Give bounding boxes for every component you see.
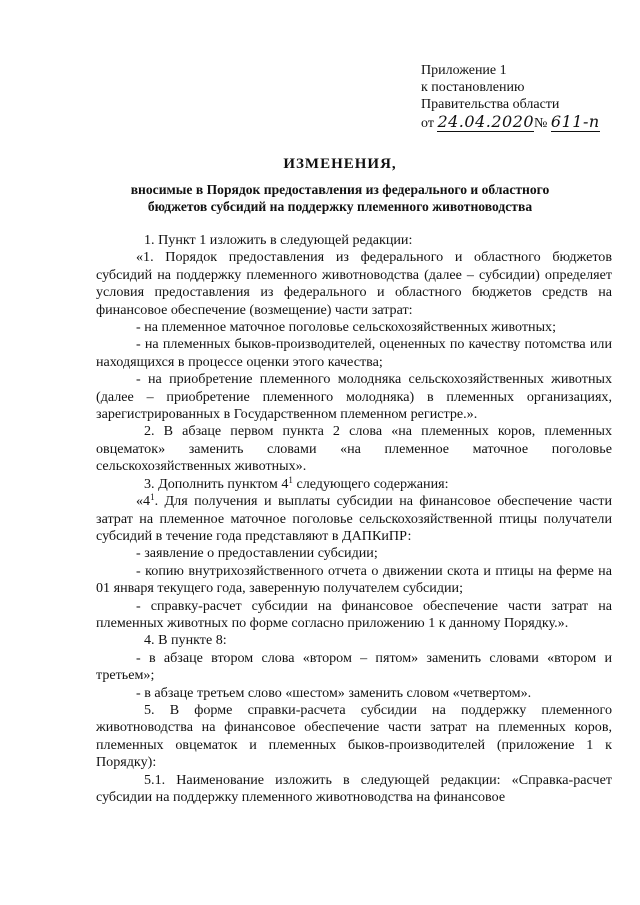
body-paragraph: 2. В абзаце первом пункта 2 слова «на племенных коров, племенных овцематок» заменить словами «на племенное маточное поголовье сельскохозяйственных животных». bbox=[96, 423, 612, 475]
body-paragraph: - на племенное маточное поголовье сельскохозяйственных животных; bbox=[136, 319, 557, 336]
body-paragraph: - на приобретение племенного молодняка сельскохозяйственных животных (далее – приобретение племенного молодняка) в племенных организациях, зарегистрированных в Государственном племенном регистре.». bbox=[96, 371, 612, 423]
body-paragraph: 5. В форме справки-расчета субсидии на поддержку племенного животноводства на финансовое обеспечение части затрат на племенных коров, племенных овцематок и племенных быков-производителей (приложение 1 к Порядку): bbox=[96, 701, 612, 771]
paragraph-text: «4 bbox=[136, 493, 151, 510]
appendix-header bbox=[421, 62, 600, 132]
body-paragraph: - копию внутрихозяйственного отчета о движении скота и птицы на ферме на 01 января текущего года, заверенную получателем субсидии; bbox=[96, 562, 612, 597]
document-title bbox=[90, 156, 590, 215]
superscript: 1 bbox=[288, 474, 293, 485]
appendix-line-1: Приложение 1 bbox=[421, 63, 507, 78]
document-body bbox=[96, 232, 612, 806]
title-main: ИЗМЕНЕНИЯ, bbox=[283, 156, 397, 172]
body-paragraph bbox=[96, 476, 612, 493]
appendix-line-3: Правительства области bbox=[421, 97, 560, 112]
body-paragraph: - в абзаце втором слова «втором – пятом» заменить словами «втором и третьем»; bbox=[96, 649, 612, 684]
body-paragraph: «1. Порядок предоставления из федерального и областного бюджетов субсидий на поддержку племенного животноводства (далее – субсидии) определяет условия предоставления из федерального и областного бюджетов средств на финансовое обеспечение (возмещение) части затрат: bbox=[96, 249, 612, 318]
body-paragraph: - в абзаце третьем слово «шестом» заменить словом «четвертом». bbox=[136, 684, 532, 701]
body-paragraph: - справку-расчет субсидии на финансовое обеспечение части затрат на племенных животных по форме согласно приложению 1 к данному Порядку.». bbox=[96, 597, 612, 631]
title-subtitle-line-2: бюджетов субсидий на поддержку племенного животноводства bbox=[147, 199, 533, 214]
title-subtitle-line-1: вносимые в Порядок предоставления из федерального и областного bbox=[130, 182, 550, 197]
body-paragraph: 1. Пункт 1 изложить в следующей редакции: bbox=[144, 232, 413, 248]
handwritten-date: 24.04.2020 bbox=[437, 112, 535, 131]
appendix-line-2: к постановлению bbox=[421, 80, 525, 95]
paragraph-text: . Для получения и выплаты субсидии на финансовое обеспечение части затрат на племенное маточное поголовье сельскохозяйственной птицы получатели субсидий в течение года представляют в ДАПКиПР: bbox=[96, 493, 612, 544]
appendix-date-line bbox=[421, 113, 600, 132]
body-paragraph: - заявление о предоставлении субсидии; bbox=[136, 545, 378, 562]
paragraph-text: 3. Дополнить пунктом 4 bbox=[144, 475, 289, 492]
body-paragraph: 4. В пункте 8: bbox=[144, 632, 227, 649]
body-paragraph: - на племенных быков-производителей, оцененных по качеству потомства или находящихся в процессе оценки этого качества; bbox=[96, 336, 612, 370]
handwritten-number: 611-п bbox=[550, 112, 600, 131]
number-prefix: № bbox=[534, 116, 548, 131]
body-paragraph bbox=[96, 493, 612, 545]
superscript: 1 bbox=[150, 492, 155, 503]
body-paragraph: 5.1. Наименование изложить в следующей редакции: «Справка-расчет субсидии на поддержку племенного животноводства на финансовое bbox=[96, 771, 612, 805]
date-prefix: от bbox=[421, 116, 434, 131]
paragraph-text: следующего содержания: bbox=[292, 475, 449, 492]
